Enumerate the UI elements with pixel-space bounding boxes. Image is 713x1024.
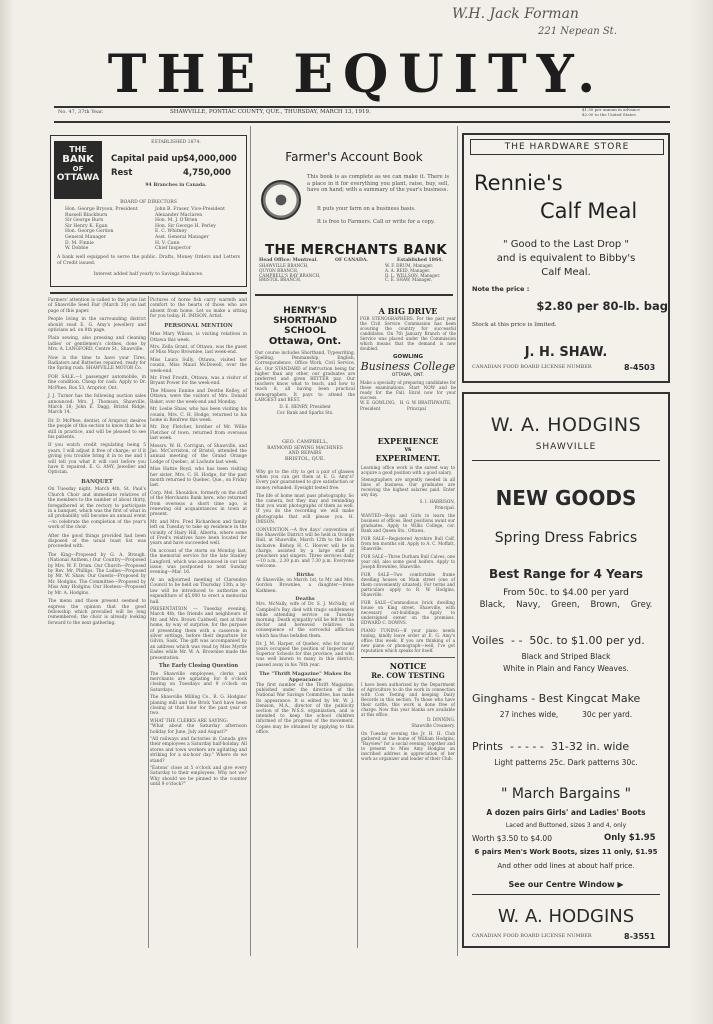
early-closing-heading: The Early Closing Question <box>158 662 239 669</box>
big-drive-sign-2: President Principal <box>360 405 427 411</box>
col1-paragraph: If you watch credit regulating being 5 years, I will adjust it free of charge; or if it giving you trouble bring it in to me and I will tell you what it will cost before you have it repaired. E. G. AMY, Jeweller and Optician. <box>48 443 146 476</box>
col2-paragraph: At an adjourned meeting of Clarendon Council to be held on Thursday 13th, a by-law will be introduced to authorize an expenditure of $5,000 to erect a memorial hall. <box>150 577 247 605</box>
merchants-head-office: Head Office: Montreal. <box>259 258 318 263</box>
col2-paragraph: The Shawville employees, clerks and merchants are agitating for 6 o'clock closing on Tuesdays and 9 o'clock on Saturdays. <box>150 671 247 693</box>
notice-sign: D. DINNING, <box>426 717 455 723</box>
col3-vertical-rule <box>357 296 358 948</box>
bank-capital-label: Capital paid up <box>111 154 184 164</box>
col3-paragraph: At Shawville, on March 1st, to Mr. and Mrs. Gordon Brownlee, a daughter—Irene Kathleen. <box>256 578 354 594</box>
clerks-saying: WHAT THE CLERKS ARE SAYING: <box>150 718 228 724</box>
births-heading: Births <box>296 571 314 578</box>
gowling-logo-3: OTTAWA, ONT. <box>391 373 425 378</box>
hodgins-voiles-sub-2: White in Plain and Fancy Weaves. <box>503 664 629 673</box>
notice-sign-2: Shawville Creamery. <box>411 722 455 728</box>
hardware-stock: Stock at this price is limited. <box>472 322 557 328</box>
director: Alexander Maclaren <box>155 212 203 218</box>
col1-paragraph: J. J. Turner has the following auction sales announced: Mrs. J. Thomson, Shawville, March 18; John E. Dagg, Bristol Ridge, March 14. <box>48 394 146 416</box>
col2-paragraph: On account of the storm on Monday last, the memorial service for the late Stanley Langford, which was announced in our last issue, was postponed to next Sunday evening—Mar. 16. <box>150 548 247 576</box>
right-arrow-icon: ▶ <box>617 880 624 889</box>
col3-paragraph: CONVENTION.—A five days' convention of the Shawville District will be held in Orange Hall, at Shawville, March 12th to the 16th inclusive. Bishop H. C. Hoover will be in charge, assisted by a large staff of preachers and singers. Three services daily—10 a.m., 2.30 p.m. and 7.30 p.m. Everyone welcome. <box>256 528 354 570</box>
col4-paragraph: WANTED—Boys and Girls to learn the business of offices. Best positions await our graduates. Apply to Willis College, cor. Bank and Queen Sts., Ottawa. <box>361 513 455 534</box>
merchants-branches <box>259 264 349 283</box>
col2-ad-divider <box>255 294 453 296</box>
campbell-ad <box>255 440 355 462</box>
col2-paragraph: Mr. and Mrs. Fred Richardson and family left on Tuesday to take up residence in the vicinity of Hairy Hill, Alberta, where some of Fred's relatives have been located for years and have succeeded well. <box>150 519 247 547</box>
col2-paragraph: Miss Hattie Boyd, who has been visiting her sister, Mrs. C. H. Hodge, for the past month returned to Quebec, Que., on Friday last. <box>150 467 247 489</box>
col2-paragraph: Mr. Leslie Shaw, who has been visiting his cousin, Mrs. C. H. Hodge, returned to his home in Renfrew this week. <box>150 407 247 423</box>
masthead-title: THE EQUITY. <box>107 44 606 105</box>
director: Asst. General Manager <box>155 234 209 240</box>
hodgins-window <box>464 880 668 889</box>
col2-paragraph: Pictures of horse fish carry warmth and comfort to the hearts of those who are absent from home. Let us make a sitting for you today. H. IMISON, Artist. <box>150 298 247 320</box>
col1-paragraph: FOR SALE.—1 passenger automobile, in fine condition. Cheap for cash. Apply to Dr. McPhee, Box 53, Arnprior, Ont. <box>48 374 146 391</box>
branch: QUYON BRANCH, <box>259 267 299 273</box>
bank-logo-line-2: BANK <box>62 154 94 165</box>
hodgins-ad <box>462 392 670 948</box>
column-4-news <box>361 436 455 761</box>
bank-board-heading: BOARD OF DIRECTORS <box>120 200 177 205</box>
col2-paragraph: Messrs. W. H. Corrigan, of Shawville, and Jas. McCorriston, of Bristol, attended the annual meeting of the Grand Orange Lodge of Quebec, at Lachute last week. <box>150 443 247 465</box>
hodgins-voiles-sub-1: Black and Striped Black <box>521 652 611 661</box>
hodgins-fabrics: Spring Dress Fabrics <box>494 530 638 546</box>
column-2-news <box>150 298 247 788</box>
hardware-line-3: Calf Meal. <box>541 267 591 278</box>
col3-paragraph: Dr. J. M. Harper, of Quebec, who for many years occupied the position of Inspector of Superior Schools for this province, and who was well known to many in this district, passed away in his 78th year. <box>256 641 354 668</box>
hodgins-rule-2 <box>472 894 660 895</box>
col1-paragraph: People living in the surrounding district should read E. G. Amy's jewellery and opticians ad. on 8th page. <box>48 317 146 334</box>
manager: D. L. WILLSON, Manager. <box>385 272 441 278</box>
farmers-book-text-1: This book is as complete as we can make it. There is a place in it for everything you plant, raise, buy, sell, have on hand; with a summary of the year's business. <box>307 174 449 193</box>
col4-paragraph: PIANO TUNING—If your piano needs tuning, kindly leave order at E. G. Amy's office this week. If you are thinking of a new piano or phonograph—well, I've got reputation which speaks for itself. <box>361 628 455 654</box>
hodgins-ginghams: Ginghams - Best Kingcat Make <box>472 692 641 705</box>
henrys-title-3: Ottawa, Ont. <box>268 336 342 347</box>
hodgins-worth: Worth $3.50 to $4.00 <box>472 834 552 843</box>
hodgins-name-bottom: W. A. HODGINS <box>497 906 635 927</box>
director: Chief Inspector <box>155 246 191 252</box>
hardware-line-2: and is equivalent to Bibby's <box>496 253 636 264</box>
col1-paragraph: The King—Proposed by G. A. Brough. (National Anthem.) Our Country—Proposed by Mrs. W. F. Drum. Our Church—Proposed by Rev. Mr. Phillips. The Ladies—Proposed by Mr. W. Shaw. Our Guests—Proposed by Mr. Hodgins. The Committee—Proposed by Miss Amy Hodgins. Our Hostess—Proposed by Mr. A. Hodgins. <box>48 552 146 596</box>
column-rule-2 <box>457 126 458 956</box>
col1-paragraph: Now is the time to have your Tires, Radiators and Batteries repaired, ready for the Spring rush. SHAWVILLE MOTOR Co. <box>48 355 146 372</box>
col4-paragraph: Stenographers are urgently needed in all lines of business. Our graduates are receiving the highest salaries paid. Enter any day. <box>361 477 455 497</box>
col4-paragraph: FOR SALE—Registered Ayrshire Bull Calf, from ten months old. Apply to A. C. Moffatt, Shawville. <box>361 536 455 552</box>
experience-sign: S. I. HARRISON, <box>419 499 455 504</box>
henrys-sign: D. E. HENRY, President <box>279 405 331 411</box>
director: D. M. Finnie <box>65 240 94 246</box>
director: Hon. George Bryson, President <box>65 207 138 212</box>
bank-note-2: Interest added half yearly to Savings Balances. <box>93 272 204 277</box>
merchants-bank-seal <box>261 180 301 220</box>
col1-paragraph: On Tuesday night, March 4th, St. Paul's Church Choir and immediate relatives of the members to the number of about thirty, foregathered at the rectory to participate in a banquet, which was the first of what in all probability will become an annual event—to celebrate the completion of the year's work of the choir. <box>48 487 146 531</box>
hardware-product-1: Rennie's <box>474 171 563 195</box>
campbell-line-3: AND REPAIRS <box>288 451 322 457</box>
deaths-heading: Deaths <box>295 595 315 602</box>
notice-title: NOTICE <box>389 661 427 672</box>
handwritten-name: W.H. Jack Forman <box>452 6 579 22</box>
big-drive-sign: W. E. GOWLING, H. G. W. BRAITHWAITE, <box>360 400 452 405</box>
col2-paragraph: Mr. Roy Fletcher, brother of Mr. Willie Fletcher of town, returned from overseas last week. <box>150 425 247 442</box>
personal-mention-heading: PERSONAL MENTION <box>164 322 233 329</box>
merchants-bank-name: THE MERCHANTS BANK <box>265 242 447 258</box>
gowling-logo-1: GOWLING <box>393 354 423 360</box>
bank-rest-value: 4,750,000 <box>183 168 231 178</box>
column-1-news <box>48 298 146 626</box>
bank-logo-line-1: THE <box>69 145 87 154</box>
col3-paragraph: The life of home must pass photography. So the camera, but they may and reminding that you want photographs of them as well. If you do the recording we will make photographs that will please you. H. IMISON. <box>256 493 354 525</box>
experience-title-3: EXPERIMENT. <box>375 453 441 463</box>
bank-directors-right <box>155 207 245 252</box>
experience-title-1: EXPERIENCE <box>377 436 439 446</box>
hardware-note: Note the price : <box>472 285 530 293</box>
hodgins-rule-1 <box>472 460 660 461</box>
campbell-line-1: GEO. CAMPBELL, <box>281 439 329 445</box>
branch: SHAWVILLE BRANCH, <box>259 263 309 268</box>
subscription-line-2: $2.00 to the United States <box>582 112 636 117</box>
director: E. C. Whitney <box>155 229 187 235</box>
col4-paragraph: On Tuesday evening the Jr. H. H. Club gathered at the home of William Hodgins, "Bayview" for a social evening together and to present to Miss Amy Hodgins an inscribed address in appreciation of her work as organizer and leader of their Club. <box>361 731 455 762</box>
director: H. V. Cann <box>155 240 180 246</box>
bank-directors-left <box>65 207 153 252</box>
col2-paragraph: Miss Mary Wilson, is visiting relatives in Ottawa this week. <box>150 332 247 343</box>
hodgins-best-range: Best Range for 4 Years <box>488 567 644 581</box>
col3-paragraph: Mrs. McNally, wife of Dr. S. J. McNally, of Campbell's Bay, died with tragic suddenness while attending service on Tuesday morning. Death sympathy will be felt for the doctor and bereaved relatives in consequence of the sorrowful affliction which has thus befallen them. <box>256 602 354 639</box>
hardware-price: $2.80 per 80-lb. bag <box>536 299 668 313</box>
branch: BRISTOL BRANCH, <box>259 277 302 283</box>
col1-paragraph: Farmers' attention is called to the prize list of Shawville Seed Fair (March 20) on last page of this paper. <box>48 298 146 314</box>
col3-paragraph: Why go to the city to get a pair of glasses when you can get them at E. G. Amy's? Every pair guaranteed to give satisfaction or money refunded. Eyesight tested free. <box>256 470 354 491</box>
bank-of-ottawa-ad <box>50 135 247 287</box>
col3-paragraph: The first number of the Thrift Magazine, published under the direction of the National War Savings Committee, has made its appearance. It is edited by Mr. W. J. Denison, M.A., director of the publicity section of the W.S.S. organization, and is intended to keep the school children informed of the progress of the movement. Copies may be obtained by applying to this office. <box>256 682 354 735</box>
bank-ottawa-logo <box>54 141 102 199</box>
campbell-line-4: BRISTOL, QUE. <box>284 455 326 462</box>
subscription-line-1: $1.50 per annum in advance <box>582 107 640 112</box>
director: Hon. George Gordon <box>65 229 114 235</box>
hardware-banner: THE HARDWARE STORE <box>470 139 664 155</box>
hodgins-license-label: CANADIAN FOOD BOARD LICENSE NUMBER <box>472 933 592 939</box>
big-drive-title: A BIG DRIVE <box>378 306 438 316</box>
bank-rest-label: Rest <box>111 168 133 178</box>
gowling-logo-2: Business College <box>360 360 456 373</box>
bank-logo-line-4: OTTAWA <box>56 173 100 183</box>
col2-paragraph: The Misses Ennine and Deothe Kelley, of Ottawa, were the visitors of Mrs. Donald Baker, over the week-end and Monday. <box>150 388 247 405</box>
experience-sign-2: Principal. <box>434 504 455 510</box>
hodgins-name: W. A. HODGINS <box>490 414 642 436</box>
hardware-product-2: Calf Meal <box>540 199 638 223</box>
bank-branches: 94 Branches in Canada. <box>145 183 207 188</box>
col2-paragraph: "All railways and factories in Canada give their employees a Saturday half-holiday. All stores and town workers are agitating and striking for a six-hour day." Where do we stand? <box>150 737 247 764</box>
banquet-heading: BANQUET <box>81 478 113 485</box>
henrys-shorthand-ad <box>255 300 355 435</box>
director: General Manager <box>65 234 106 240</box>
hodgins-range-price: From 50c. to $4.00 per yard <box>503 588 629 598</box>
masthead-rule-top <box>54 106 670 108</box>
hodgins-ginghams-sub: 27 inches wide, 30c per yard. <box>499 710 633 719</box>
hodgins-voiles: Voiles - - 50c. to $1.00 per yd. <box>472 634 645 647</box>
col2-paragraph: Miss Laura Sully, Ottawa, visited her cousin, Miss Maud McDowell, over the week-end. <box>150 357 247 374</box>
farmers-book-text-3: It is free to Farmers. Call or write for a copy. <box>317 219 435 225</box>
col4-paragraph: Learning office work is the surest way to acquire a good position with a good salary. <box>361 465 455 475</box>
director: W. Dobbie <box>65 246 89 252</box>
hodgins-other: And other odd lines at about half price. <box>497 862 635 870</box>
col4-paragraph: FOR SALE—Commodious brick dwelling house on King street, Shawville, with necessary out-buildings. Apply to undersigned owner on the premises. EDWARD C. DOWNS. <box>361 600 455 626</box>
col2-paragraph: PRESENTATION — Tuesday evening, March 4th, the friends and neighbours of Mr. and Mrs. Brown Caldwell, met at their home, by way of surprise, for the purpose of presenting them with a casserole in silver settings, before their departure for Gilvin, Sask. The gift was accompanied by an address which was read by Miss Myrtle Eades while Mr. W. A. Brownlee made the presentation. <box>150 606 247 661</box>
director: Hon. Sir George H. Perley <box>155 223 216 229</box>
branch: CAMPBELL'S BAY BRANCH, <box>259 272 321 278</box>
farmers-account-book-ad <box>255 130 453 290</box>
col1-paragraph: Plain sewing, also pressing and cleaning ladies' or gentlemen's clothes, done by Mrs. A. LANGFORD, Centre St., Shawville. <box>48 336 146 353</box>
left-ad-divider <box>50 292 247 294</box>
col1-col2-rule <box>148 296 149 948</box>
director: Hon. M. J. O'Brien <box>155 218 198 224</box>
hodgins-license-no: 8-3551 <box>624 932 656 941</box>
col2-paragraph: "What about the Saturday afternoon holiday for June, July and August?" <box>150 724 247 735</box>
campbell-line-2: RAYMOND SEWING MACHINES <box>267 445 343 451</box>
bank-note-1: A bank well equipped to serve the public. Drafts, Money Orders and Letters of Credit issued. <box>57 255 240 266</box>
dateline: SHAWVILLE, PONTIAC COUNTY, QUE., THURSDAY, MARCH 13, 1919. <box>170 109 371 115</box>
col1-paragraph: After the good things provided had been disposed of the usual toast list was proceeded with. <box>48 533 146 550</box>
notice-sub: Re. COW TESTING <box>371 671 445 681</box>
director: Sir George Burn <box>65 218 104 224</box>
big-drive-ad <box>360 300 456 430</box>
issue-number: No. 47, 37th Year. <box>58 109 104 115</box>
hodgins-town: SHAWVILLE <box>535 442 597 452</box>
column-3-news <box>256 470 354 735</box>
manager: C. E. SHAW, Manager. <box>385 277 433 283</box>
col2-paragraph: The Shawville Milling Co., R. G. Hodgins' planing mill and the Brick Yard have been closing at that hour for the past year or two. <box>150 695 247 717</box>
farmers-book-text-2: It puts your farm on a business basis. <box>317 206 416 212</box>
col2-paragraph: Mr. Fred Frouth, Ottawa, was a visitor of Bryant Power for the week-end. <box>150 376 247 387</box>
merchants-of-canada: OF CANADA. <box>335 258 368 263</box>
hardware-license-no: 8-4503 <box>624 363 656 372</box>
col2-paragraph: Mrs. Zella Grant, of Ottawa, was the guest of Miss Mayo Brownlee, last week-end. <box>150 345 247 356</box>
hodgins-prints-sub: Light patterns 25c. Dark patterns 30c. <box>494 758 638 767</box>
bank-logo-line-3: OF <box>72 165 84 173</box>
manager: W. F. DRUM, Manager. <box>385 263 434 268</box>
director: Sir Henry K. Egan <box>65 223 108 229</box>
farmers-book-title: Farmer's Account Book <box>285 150 423 164</box>
col4-paragraph: FOR SALE—Three Durham Bull Calves, one year old, also some good heifers. Apply to Joseph Brownlee, Shawville. <box>361 554 455 570</box>
hardware-license-label: CANADIAN FOOD BOARD LICENSE NUMBER <box>472 364 592 370</box>
handwritten-address: 221 Nepean St. <box>538 26 617 37</box>
column-rule-1 <box>250 126 251 956</box>
henrys-body: Our course includes Shorthand, Typewriting, Spelling, Penmanship, English, Correspondence, Office Work, Civil Service, &c. Our STANDARD of instruction being far higher than any other, our graduates are preferred and given BETTER pay. Our teachers know what to teach, and how to teach it, all having been practical stenographers. It pays to attend the LARGEST and BEST. <box>255 351 355 403</box>
experience-title-2: vs <box>404 446 412 453</box>
hardware-owner: J. H. SHAW. <box>524 345 608 360</box>
hodgins-bargains-sub-2: Laced and Buttoned, sizes 3 and 4, only <box>505 822 627 829</box>
hodgins-bargains: " March Bargains " <box>500 786 632 802</box>
hodgins-prints: Prints - - - - - 31-32 in. wide <box>472 740 630 753</box>
henrys-title-1: HENRY'S <box>283 306 327 316</box>
page-left-edge <box>0 0 14 1024</box>
hodgins-window-text: See our Centre Window <box>508 880 615 889</box>
hodgins-colors: Black, Navy, Green, Brown, Grey. <box>479 600 653 610</box>
masthead-rule-bottom <box>54 121 670 123</box>
big-drive-body-1: FOR STENOGRAPHERS. For the past year the Civil Service Commission has been scouring the country for successful candidates. On 7th January Branch of the Service was placed under the Commission which means that the demand is now doubled. <box>360 316 456 351</box>
notice-body: I have been authorized by the Department of Agriculture to do the work in connection with Cow Testing and keeping Dairy Records in this section. To those who have their cattle, this work is done free of charge. Now this year blanks are available at this office. <box>361 682 455 718</box>
henrys-title-2: SHORTHAND SCHOOL <box>273 316 337 336</box>
hodgins-bargains-sub: A dozen pairs Girls' and Ladies' Boots <box>486 808 646 817</box>
col2-paragraph: Corp. Mel. Shouldice, formerly on the staff of the Merchants Bank here, who returned from overseas a short time ago, is renewing old acquaintances in town at present. <box>150 490 247 518</box>
henrys-sign-2: Cor. Bank and Sparks Sts. <box>276 410 334 416</box>
col4-paragraph: FOR SALE—Two comfortable frame dwelling houses on Main street (one of them conveniently situated). For terms and particulars apply to R. W. Hodgins, Shawville. <box>361 572 455 598</box>
hardware-store-ad <box>462 133 670 383</box>
hodgins-mens: 6 pairs Men's Work Boots, sizes 11 only, $1.95 <box>474 848 658 856</box>
merchants-established: Established 1864. <box>397 258 443 263</box>
bank-capital-value: $4,000,000 <box>183 154 237 164</box>
hodgins-new-goods: NEW GOODS <box>495 486 637 510</box>
thrift-heading: The "Thrift Magazine" Makes Its Appearance <box>259 670 351 683</box>
director: John B. Fraser, Vice-President <box>155 207 225 212</box>
bank-established: ESTABLISHED 1874. <box>151 140 201 145</box>
manager: A. A. REID, Manager. <box>385 267 431 273</box>
merchants-managers <box>385 264 453 283</box>
col2-paragraph: "Eatons' close at 5 o'clock and give every Saturday to their employees. Why not we? Why should we be pinned to the counter until 9 o'clock?" <box>150 766 247 788</box>
big-drive-body-2: Make a specialty of preparing candidates for these examinations. Start NOW and be ready for the Fall. Enrol now for your success. <box>360 380 456 400</box>
col1-paragraph: The menu and those present seemed to express the opinion that the good fellowship which prevailed will be long remembered; the choir is already looking forward to the next gathering. <box>48 599 146 626</box>
hardware-quote: " Good to the Last Drop " <box>503 239 629 250</box>
col1-paragraph: Dr. D. McPhee, dentist, of Arnprior, desires the people of this section to know that he is still in practice, and will be pleased to see his patients. <box>48 418 146 440</box>
director: Russell Blackburn <box>65 212 108 218</box>
page-right-edge <box>690 0 713 1024</box>
hodgins-only: Only $1.95 <box>604 833 656 843</box>
